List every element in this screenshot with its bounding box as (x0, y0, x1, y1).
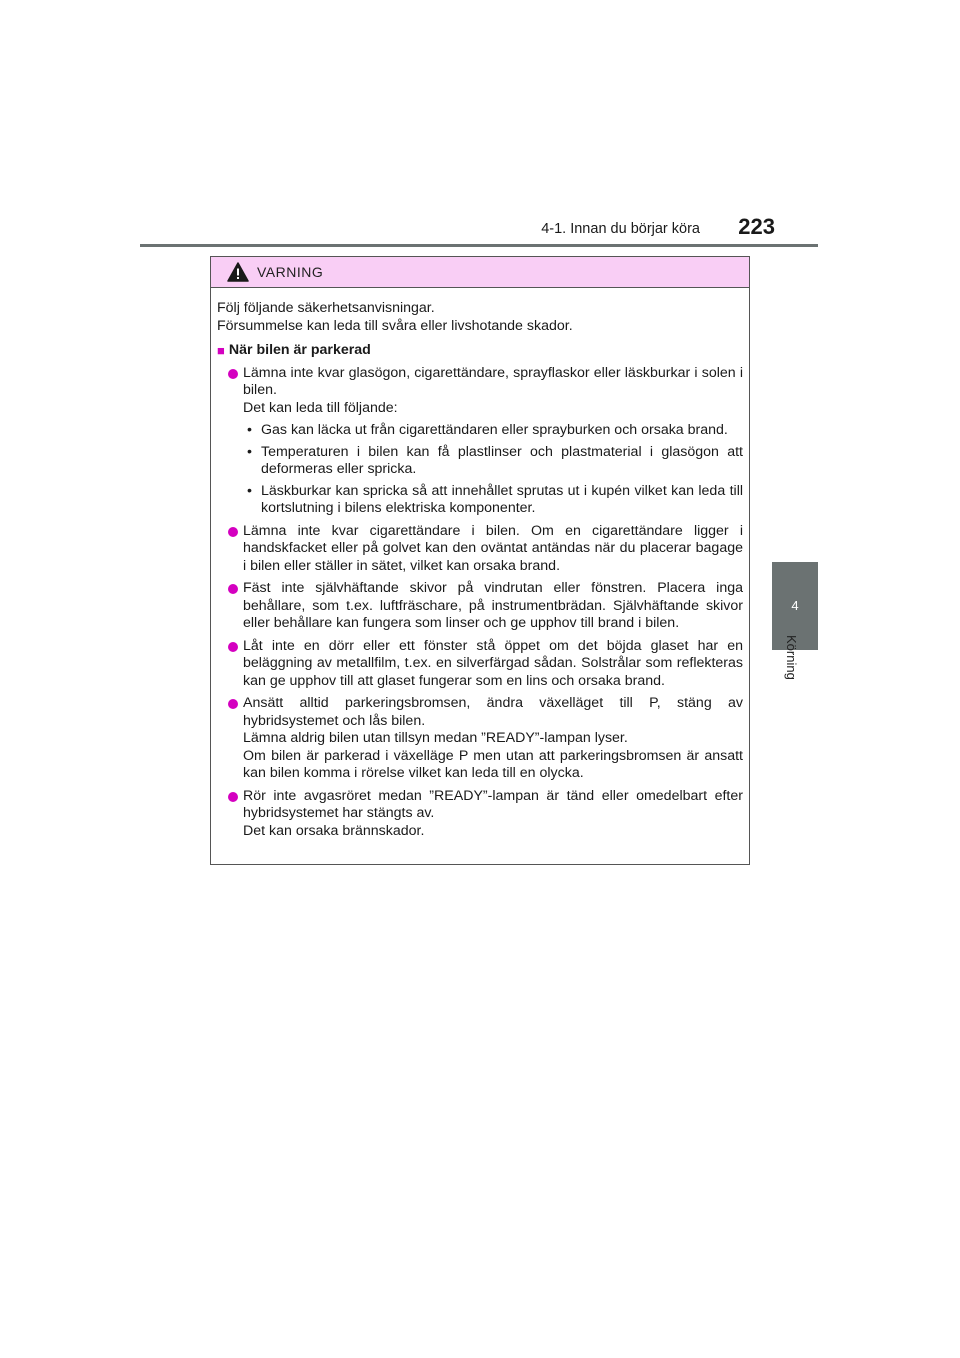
list-item (217, 580, 743, 633)
section-title-text: När bilen är parkerad (228, 342, 371, 358)
list-item (217, 365, 743, 518)
header-divider (140, 244, 818, 247)
sub-list-item: • Läskburkar kan spricka så att innehållet sprutas ut i kupén vilket kan leda till kortslutning i bilens elektriska komponenter. (243, 483, 743, 518)
sub-list-item: • Gas kan läcka ut från cigarettändaren eller sprayburken och orsaka brand. (243, 422, 743, 440)
warning-header (211, 257, 749, 288)
list-item (217, 788, 743, 841)
item-text: Lämna inte kvar cigarettändare i bilen. Om en cigarettändare ligger i handskfacket eller på golvet kan den oväntat antändas när du placerar bagage i bilen eller ställer in sätet, vilket kan orsaka brand. (243, 522, 743, 574)
warning-label: VARNING (257, 264, 324, 280)
intro-line: Försummelse kan leda till svåra eller livshotande skador. (217, 317, 573, 334)
item-text: Ansätt alltid parkeringsbromsen, ändra växelläget till P, stäng av hybridsystemet och lås bilen. (243, 695, 743, 729)
square-bullet-icon: ■ (217, 343, 225, 358)
item-text: Rör inte avgasröret medan ”READY”-lampan är tänd eller omedelbart efter hybridsystemet har stängts av. (243, 787, 743, 821)
intro-line: Följ följande säkerhetsanvisningar. (217, 300, 435, 316)
sub-list (243, 422, 743, 518)
warning-triangle-icon (227, 262, 249, 282)
item-text: Det kan leda till följande: (243, 399, 398, 416)
list-item (217, 695, 743, 783)
page-number: 223 (738, 214, 775, 239)
sub-list-item: • Temperaturen i bilen kan få plastlinser och plastmaterial i glasögon att deformeras eller spricka. (243, 444, 743, 479)
warning-body (211, 288, 749, 840)
section-title (217, 342, 743, 360)
list-item (217, 638, 743, 691)
warning-box (210, 256, 750, 865)
chapter-tab-label: Körning (784, 635, 799, 680)
item-text: Lämna inte kvar glasögon, cigarettändare, sprayflaskor eller läskburkar i solen i bilen. (243, 364, 743, 398)
item-text: Det kan orsaka brännskador. (243, 822, 425, 839)
chapter-title: 4-1. Innan du börjar köra (541, 221, 700, 237)
chapter-tab: 4 (772, 562, 818, 650)
item-text: Fäst inte självhäftande skivor på vindrutan eller fönstren. Placera inga behållare, som t.ex. luftfräschare, på instrumentbrädan. Självhäftande skivor eller behållare kan fungera som linser och ge upphov till brand i bilen. (243, 580, 743, 631)
item-text: Låt inte en dörr eller ett fönster stå öppet om det böjda glaset har en beläggning av metallfilm, t.ex. en silverfärgad sådan. Solstrålar som reflekteras kan ge upphov till att glaset fungerar som en lins och orsaka brand. (243, 637, 743, 689)
item-text: Om bilen är parkerad i växelläge P men utan att parkeringsbromsen är ansatt kan bilen komma i rörelse vilket kan leda till en olycka. (243, 747, 743, 781)
list-item (217, 523, 743, 576)
item-text: Lämna aldrig bilen utan tillsyn medan ”READY”-lampan lyser. (243, 730, 628, 746)
